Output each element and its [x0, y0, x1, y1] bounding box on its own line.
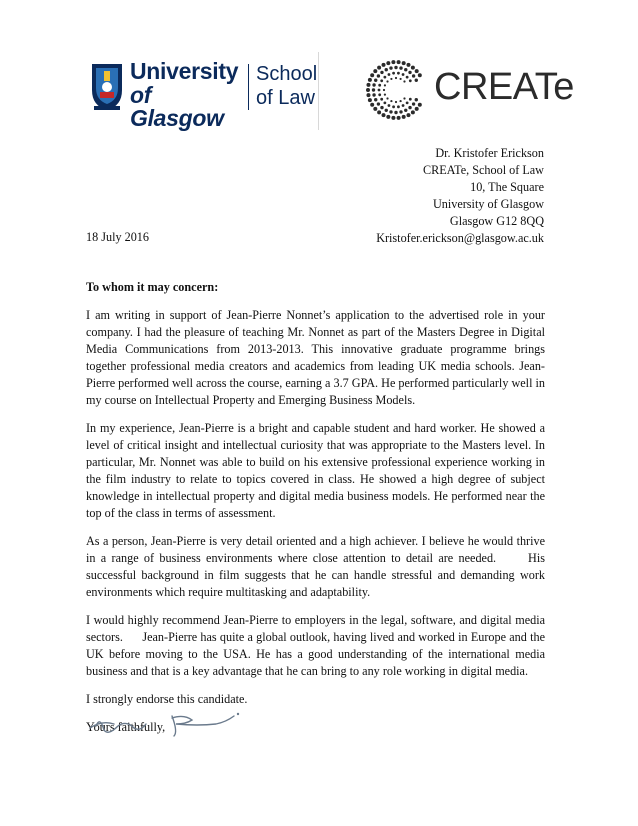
paragraph: I would highly recommend Jean-Pierre to employers in the legal, software, and digital media sectors. Jean-Pierre has quite a global outlook, having lived and worked in Europe and the UK before moving to the USA. He has a good understanding of the international media business and that is a key advantage that he can bring to any role working in digital media. [86, 613, 549, 678]
letter-date: 18 July 2016 [86, 230, 149, 244]
uog-wordmark-line2: of Glasgow [130, 82, 224, 131]
handwritten-signature [88, 706, 248, 742]
sender-address [376, 145, 544, 247]
address-line: CREATe, School of Law [422, 163, 544, 177]
school-line1: School [256, 63, 318, 85]
address-email: Kristofer.erickson@glasgow.ac.uk [376, 231, 544, 245]
letter-body [86, 279, 549, 747]
school-of-law-wordmark [256, 62, 317, 110]
address-line: University of Glasgow [432, 197, 544, 211]
create-dotted-ring-icon [364, 58, 428, 122]
address-line: Glasgow G12 8QQ [449, 214, 544, 228]
paragraph: I strongly endorse this candidate. [86, 692, 248, 706]
closing: Yours faithfully, [86, 720, 166, 734]
salutation: To whom it may concern: [86, 280, 219, 294]
paragraph: In my experience, Jean-Pierre is a bright and capable student and hard worker. He showed a level of critical insight and intellectual curiosity that was appropriate to the Masters level. In particular, Mr. Nonnet was able to build on his extensive professional experience working in the film industry to relate to topics covered in class. He showed a high degree of subject knowledge in intellectual property and digital media business models. He performed near the top of the class in terms of assessment. [86, 421, 545, 520]
create-logo [364, 58, 574, 122]
paragraph: As a person, Jean-Pierre is very detail oriented and a high achiever. I believe he would thrive in a range of business environments where close attention to detail are needed. His successful background in film suggests that he can handle stressful and demanding work environments which require multitasking and adaptability. [86, 534, 549, 599]
school-line2: of Law [256, 87, 315, 109]
paragraph: I am writing in support of Jean-Pierre Nonnet’s application to the advertised role in your company. I had the pleasure of teaching Mr. Nonnet as part of the Masters Degree in Digital Media Communications from 2013-2013. This innovative graduate programme brings together professional media creators and academics from leading UK media schools. Jean-Pierre performed well across the course, earning a 3.7 GPA. He performed particularly well in my course on Intellectual Property and Emerging Business Models. [86, 308, 545, 407]
address-line: 10, The Square [470, 180, 544, 194]
uog-wordmark-line1: University [130, 58, 239, 84]
university-crest-icon [90, 62, 124, 112]
create-wordmark: CREATe [434, 66, 574, 108]
logo-separator [248, 64, 249, 110]
header-divider [318, 52, 319, 130]
letterhead [86, 52, 574, 132]
address-line: Dr. Kristofer Erickson [435, 146, 544, 160]
